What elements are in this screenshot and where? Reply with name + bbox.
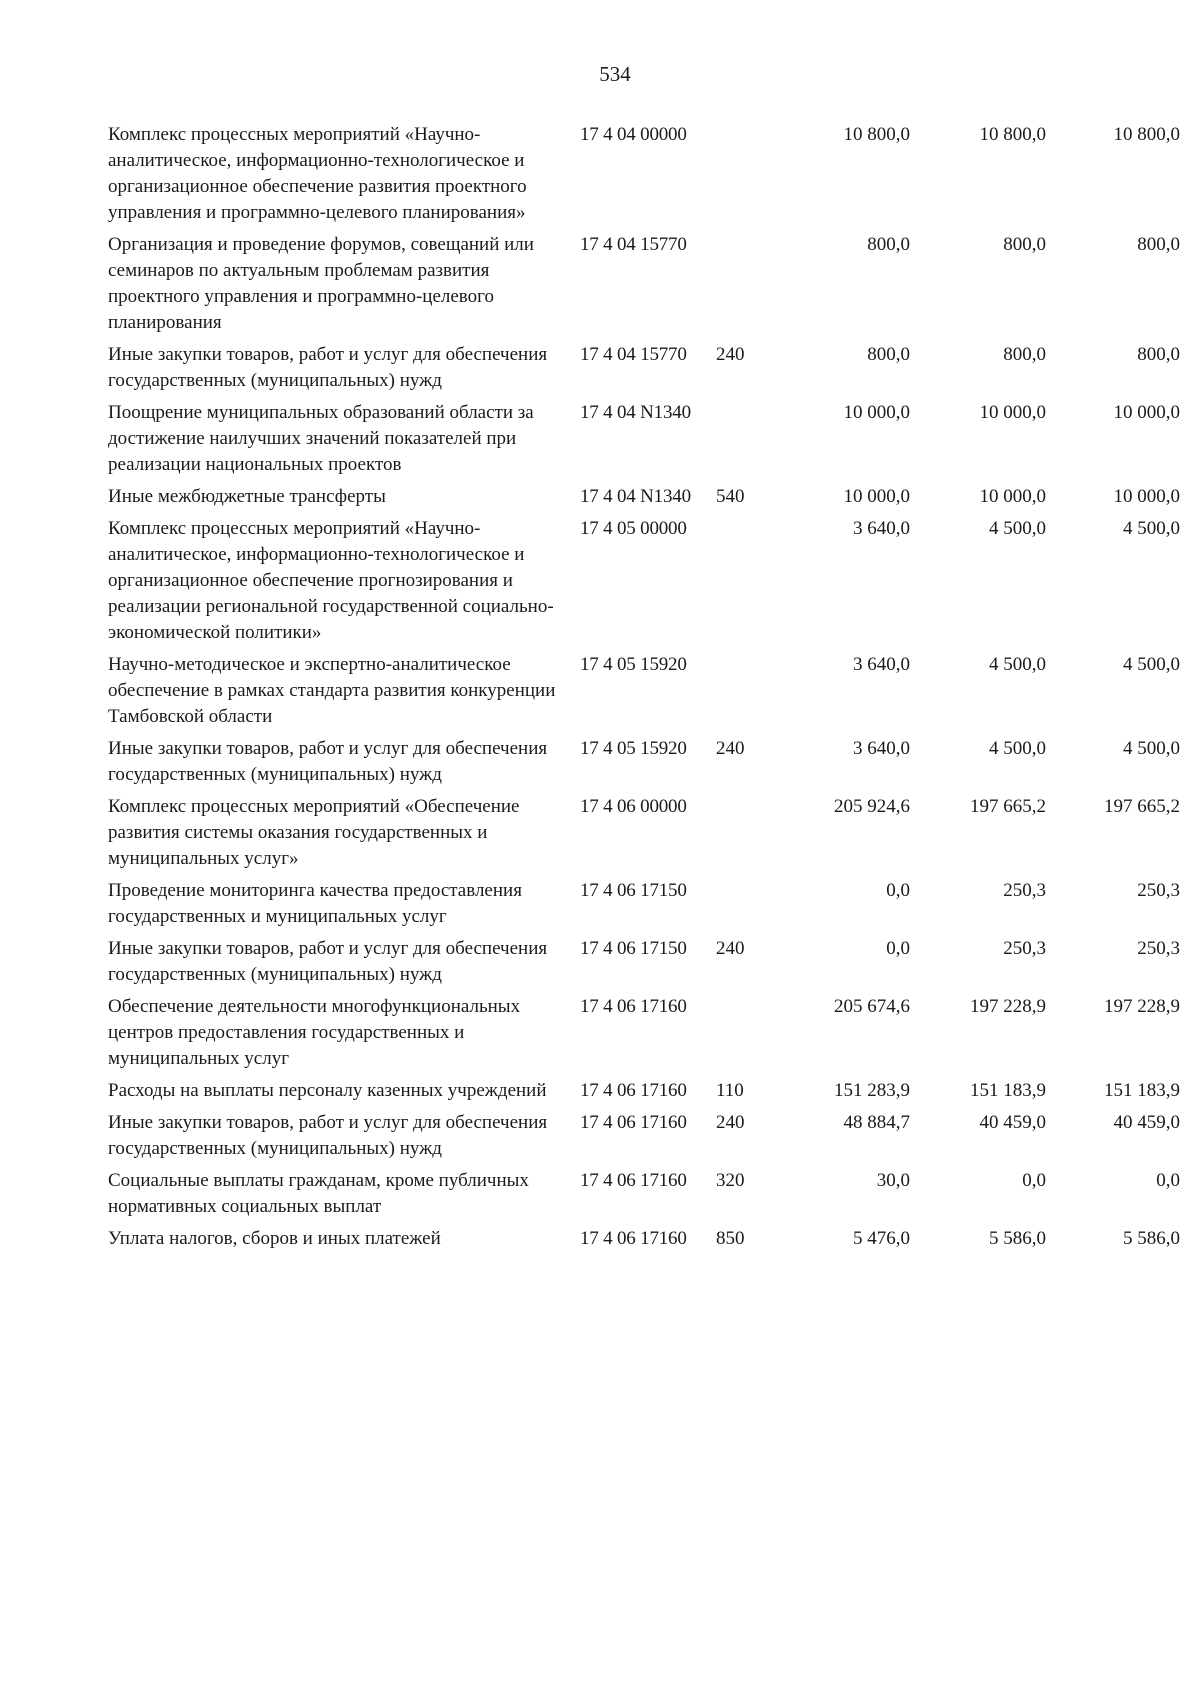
- row-target-article-code: 17 4 04 N1340: [580, 486, 691, 507]
- row-amount-year-2: 4 500,0: [989, 518, 1046, 539]
- row-amount-year-1: 800,0: [867, 234, 910, 255]
- row-target-article-code: 17 4 05 15920: [580, 738, 687, 759]
- table-row: [108, 736, 1180, 794]
- budget-table: [108, 122, 1180, 1258]
- table-row: [108, 1110, 1180, 1168]
- table-row: [108, 484, 1180, 516]
- row-amount-year-2: 250,3: [1003, 880, 1046, 901]
- row-target-article-code: 17 4 06 17150: [580, 938, 687, 959]
- row-target-article-code: 17 4 04 15770: [580, 344, 687, 365]
- table-row: [108, 1226, 1180, 1258]
- row-amount-year-1: 48 884,7: [843, 1112, 910, 1133]
- row-target-article-code: 17 4 06 00000: [580, 796, 687, 817]
- row-expense-type-code: [716, 516, 780, 652]
- row-name: Комплекс процессных мероприятий «Обеспечение развития системы оказания государственных и муниципальных услуг»: [108, 796, 520, 869]
- row-target-article-code: 17 4 05 00000: [580, 518, 687, 539]
- row-amount-year-1: 205 674,6: [834, 996, 910, 1017]
- row-amount-year-2: 151 183,9: [970, 1080, 1046, 1101]
- row-amount-year-2: 4 500,0: [989, 738, 1046, 759]
- row-amount-year-3: 4 500,0: [1123, 738, 1180, 759]
- row-name: Проведение мониторинга качества предоставления государственных и муниципальных услуг: [108, 880, 522, 927]
- row-amount-year-2: 0,0: [1022, 1170, 1046, 1191]
- row-amount-year-3: 40 459,0: [1113, 1112, 1180, 1133]
- row-name: Научно-методическое и экспертно-аналитическое обеспечение в рамках стандарта развития конкуренции Тамбовской области: [108, 654, 556, 727]
- table-row: [108, 1168, 1180, 1226]
- row-target-article-code: 17 4 06 17150: [580, 880, 687, 901]
- row-expense-type-code: [716, 878, 780, 936]
- table-row: [108, 400, 1180, 484]
- row-name: Обеспечение деятельности многофункциональных центров предоставления государственных и муниципальных услуг: [108, 996, 521, 1069]
- row-expense-type-code: 320: [716, 1170, 745, 1191]
- row-expense-type-code: [716, 994, 780, 1078]
- row-target-article-code: 17 4 04 00000: [580, 124, 687, 145]
- row-expense-type-code: [716, 400, 780, 484]
- row-amount-year-1: 205 924,6: [834, 796, 910, 817]
- row-target-article-code: 17 4 05 15920: [580, 654, 687, 675]
- row-amount-year-1: 3 640,0: [853, 738, 910, 759]
- row-amount-year-1: 30,0: [876, 1170, 910, 1191]
- row-name: Уплата налогов, сборов и иных платежей: [108, 1228, 441, 1249]
- row-target-article-code: 17 4 06 17160: [580, 1170, 687, 1191]
- row-amount-year-2: 10 000,0: [979, 486, 1046, 507]
- row-expense-type-code: 240: [716, 1112, 745, 1133]
- row-target-article-code: 17 4 06 17160: [580, 996, 687, 1017]
- row-amount-year-2: 10 000,0: [979, 402, 1046, 423]
- row-name: Иные закупки товаров, работ и услуг для обеспечения государственных (муниципальных) нужд: [108, 738, 548, 785]
- row-expense-type-code: 240: [716, 738, 745, 759]
- row-amount-year-2: 10 800,0: [979, 124, 1046, 145]
- row-name: Иные закупки товаров, работ и услуг для обеспечения государственных (муниципальных) нужд: [108, 938, 548, 985]
- row-expense-type-code: [716, 122, 780, 232]
- table-row: [108, 936, 1180, 994]
- row-name: Поощрение муниципальных образований области за достижение наилучших значений показателей при реализации национальных проектов: [108, 402, 534, 475]
- table-row: [108, 1078, 1180, 1110]
- row-target-article-code: 17 4 06 17160: [580, 1080, 687, 1101]
- table-row: [108, 794, 1180, 878]
- row-amount-year-1: 3 640,0: [853, 654, 910, 675]
- row-name: Комплекс процессных мероприятий «Научно-аналитическое, информационно-технологическое и организационное обеспечение развития проектного управления и программно-целевого планирования»: [108, 124, 527, 223]
- row-amount-year-3: 0,0: [1156, 1170, 1180, 1191]
- row-amount-year-1: 0,0: [886, 938, 910, 959]
- row-amount-year-1: 3 640,0: [853, 518, 910, 539]
- row-name: Иные закупки товаров, работ и услуг для обеспечения государственных (муниципальных) нужд: [108, 344, 548, 391]
- row-amount-year-3: 4 500,0: [1123, 518, 1180, 539]
- row-target-article-code: 17 4 04 15770: [580, 234, 687, 255]
- row-expense-type-code: 540: [716, 486, 745, 507]
- table-row: [108, 652, 1180, 736]
- table-row: [108, 516, 1180, 652]
- row-amount-year-3: 10 000,0: [1113, 402, 1180, 423]
- row-amount-year-2: 800,0: [1003, 234, 1046, 255]
- row-amount-year-3: 10 800,0: [1113, 124, 1180, 145]
- row-amount-year-1: 151 283,9: [834, 1080, 910, 1101]
- row-name: Иные закупки товаров, работ и услуг для обеспечения государственных (муниципальных) нужд: [108, 1112, 548, 1159]
- row-amount-year-3: 5 586,0: [1123, 1228, 1180, 1249]
- row-amount-year-3: 800,0: [1137, 234, 1180, 255]
- row-name: Расходы на выплаты персоналу казенных учреждений: [108, 1080, 547, 1101]
- row-amount-year-3: 250,3: [1137, 938, 1180, 959]
- row-target-article-code: 17 4 06 17160: [580, 1112, 687, 1133]
- row-expense-type-code: 240: [716, 938, 745, 959]
- row-amount-year-3: 250,3: [1137, 880, 1180, 901]
- table-row: [108, 994, 1180, 1078]
- row-amount-year-3: 197 228,9: [1104, 996, 1180, 1017]
- row-expense-type-code: [716, 794, 780, 878]
- row-amount-year-1: 0,0: [886, 880, 910, 901]
- row-amount-year-2: 197 665,2: [970, 796, 1046, 817]
- row-amount-year-2: 4 500,0: [989, 654, 1046, 675]
- row-target-article-code: 17 4 04 N1340: [580, 402, 691, 423]
- table-row: [108, 232, 1180, 342]
- table-row: [108, 122, 1180, 232]
- row-amount-year-3: 197 665,2: [1104, 796, 1180, 817]
- table-body: [108, 122, 1180, 1258]
- table-row: [108, 342, 1180, 400]
- row-amount-year-1: 10 000,0: [843, 402, 910, 423]
- row-expense-type-code: 850: [716, 1228, 745, 1249]
- row-expense-type-code: 110: [716, 1080, 744, 1101]
- row-amount-year-1: 10 800,0: [843, 124, 910, 145]
- row-name: Иные межбюджетные трансферты: [108, 486, 386, 507]
- table-row: [108, 878, 1180, 936]
- row-amount-year-1: 5 476,0: [853, 1228, 910, 1249]
- row-target-article-code: 17 4 06 17160: [580, 1228, 687, 1249]
- row-amount-year-3: 151 183,9: [1104, 1080, 1180, 1101]
- row-amount-year-3: 800,0: [1137, 344, 1180, 365]
- row-amount-year-2: 800,0: [1003, 344, 1046, 365]
- row-name: Организация и проведение форумов, совещаний или семинаров по актуальным проблемам развития проектного управления и программно-целевого планирования: [108, 234, 534, 333]
- row-amount-year-2: 5 586,0: [989, 1228, 1046, 1249]
- row-name: Социальные выплаты гражданам, кроме публичных нормативных социальных выплат: [108, 1170, 529, 1217]
- page-number: 534: [599, 62, 631, 86]
- row-amount-year-2: 197 228,9: [970, 996, 1046, 1017]
- row-amount-year-3: 4 500,0: [1123, 654, 1180, 675]
- row-expense-type-code: [716, 232, 780, 342]
- row-expense-type-code: 240: [716, 344, 745, 365]
- row-amount-year-1: 10 000,0: [843, 486, 910, 507]
- row-amount-year-2: 250,3: [1003, 938, 1046, 959]
- row-name: Комплекс процессных мероприятий «Научно-аналитическое, информационно-технологическое и организационное обеспечение прогнозирования и реализации региональной государственной социально-экономической политики»: [108, 518, 554, 643]
- row-expense-type-code: [716, 652, 780, 736]
- row-amount-year-2: 40 459,0: [979, 1112, 1046, 1133]
- row-amount-year-1: 800,0: [867, 344, 910, 365]
- row-amount-year-3: 10 000,0: [1113, 486, 1180, 507]
